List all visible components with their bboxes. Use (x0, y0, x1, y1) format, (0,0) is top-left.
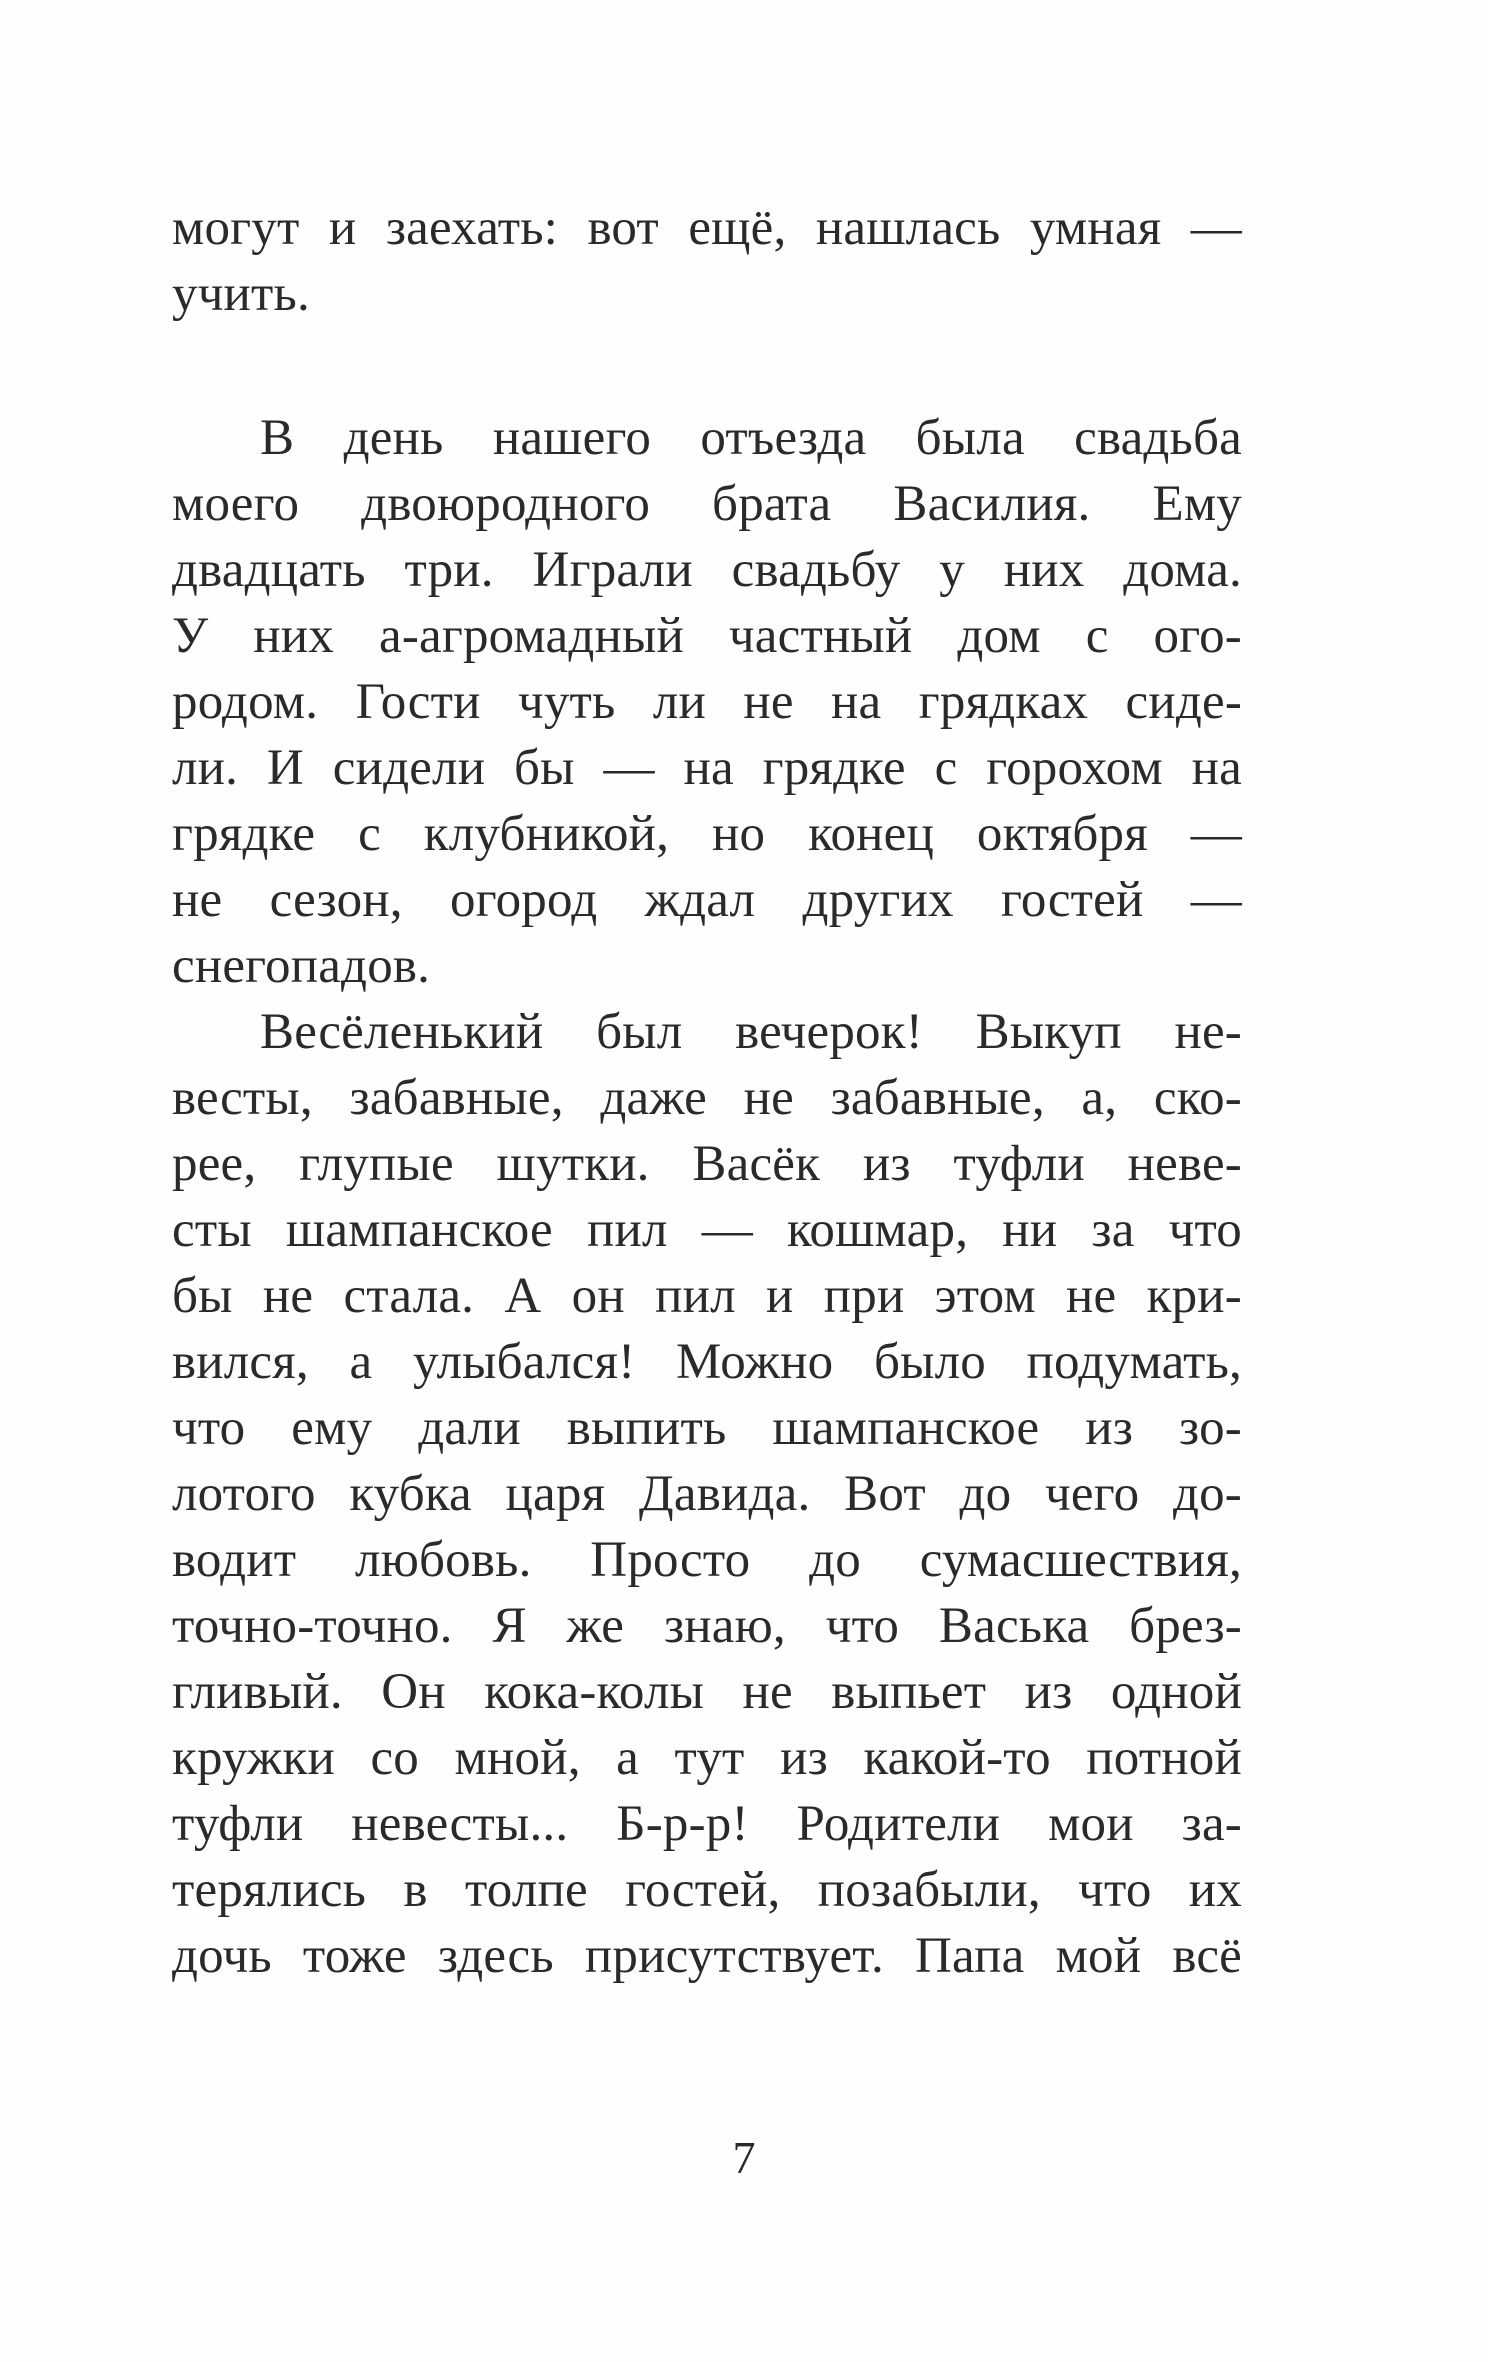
text-line: бы не стала. А он пил и при этом не кри- (172, 1268, 1242, 1324)
text-line: туфли невесты... Б-р-р! Родители мои за- (172, 1796, 1242, 1852)
text-line: могут и заехать: вот ещё, нашлась умная — (172, 200, 1242, 256)
text-line: водит любовь. Просто до сумасшествия, (172, 1532, 1242, 1588)
text-line: В день нашего отъезда была свадьба (260, 410, 1242, 466)
paragraph-3 (172, 999, 1242, 1989)
text-line: весты, забавные, даже не забавные, а, ско- (172, 1070, 1242, 1126)
text-line: дочь тоже здесь присутствует. Папа мой всё (172, 1928, 1242, 1984)
text-line: Весёленький был вечерок! Выкуп не- (260, 1004, 1242, 1060)
text-line: лотого кубка царя Давида. Вот до чего до- (172, 1466, 1242, 1522)
body-text (172, 195, 1242, 1989)
text-line: вился, а улыбался! Можно было подумать, (172, 1334, 1242, 1390)
paragraph-2 (172, 405, 1242, 999)
paragraph-gap (172, 327, 1242, 405)
text-line: ли. И сидели бы — на грядке с горохом на (172, 740, 1242, 796)
text-line: учить. (172, 266, 310, 322)
text-line: снегопадов. (172, 938, 431, 994)
text-line: двадцать три. Играли свадьбу у них дома. (172, 542, 1242, 598)
paragraph-1 (172, 195, 1242, 327)
text-line: точно-точно. Я же знаю, что Васька брез- (172, 1598, 1242, 1654)
text-line: моего двоюродного брата Василия. Ему (172, 476, 1242, 532)
text-line: терялись в толпе гостей, позабыли, что их (172, 1862, 1242, 1918)
text-line: У них а-агромадный частный дом с ого- (172, 608, 1242, 664)
text-line: рее, глупые шутки. Васёк из туфли неве- (172, 1136, 1242, 1192)
text-line: гливый. Он кока-колы не выпьет из одной (172, 1664, 1242, 1720)
text-line: что ему дали выпить шампанское из зо- (172, 1400, 1242, 1456)
text-line: родом. Гости чуть ли не на грядках сиде- (172, 674, 1242, 730)
text-line: не сезон, огород ждал других гостей — (172, 872, 1242, 928)
text-line: сты шампанское пил — кошмар, ни за что (172, 1202, 1242, 1258)
page-number: 7 (732, 2132, 756, 2183)
text-line: грядке с клубникой, но конец октября — (172, 806, 1242, 862)
text-line: кружки со мной, а тут из какой-то потной (172, 1730, 1242, 1786)
